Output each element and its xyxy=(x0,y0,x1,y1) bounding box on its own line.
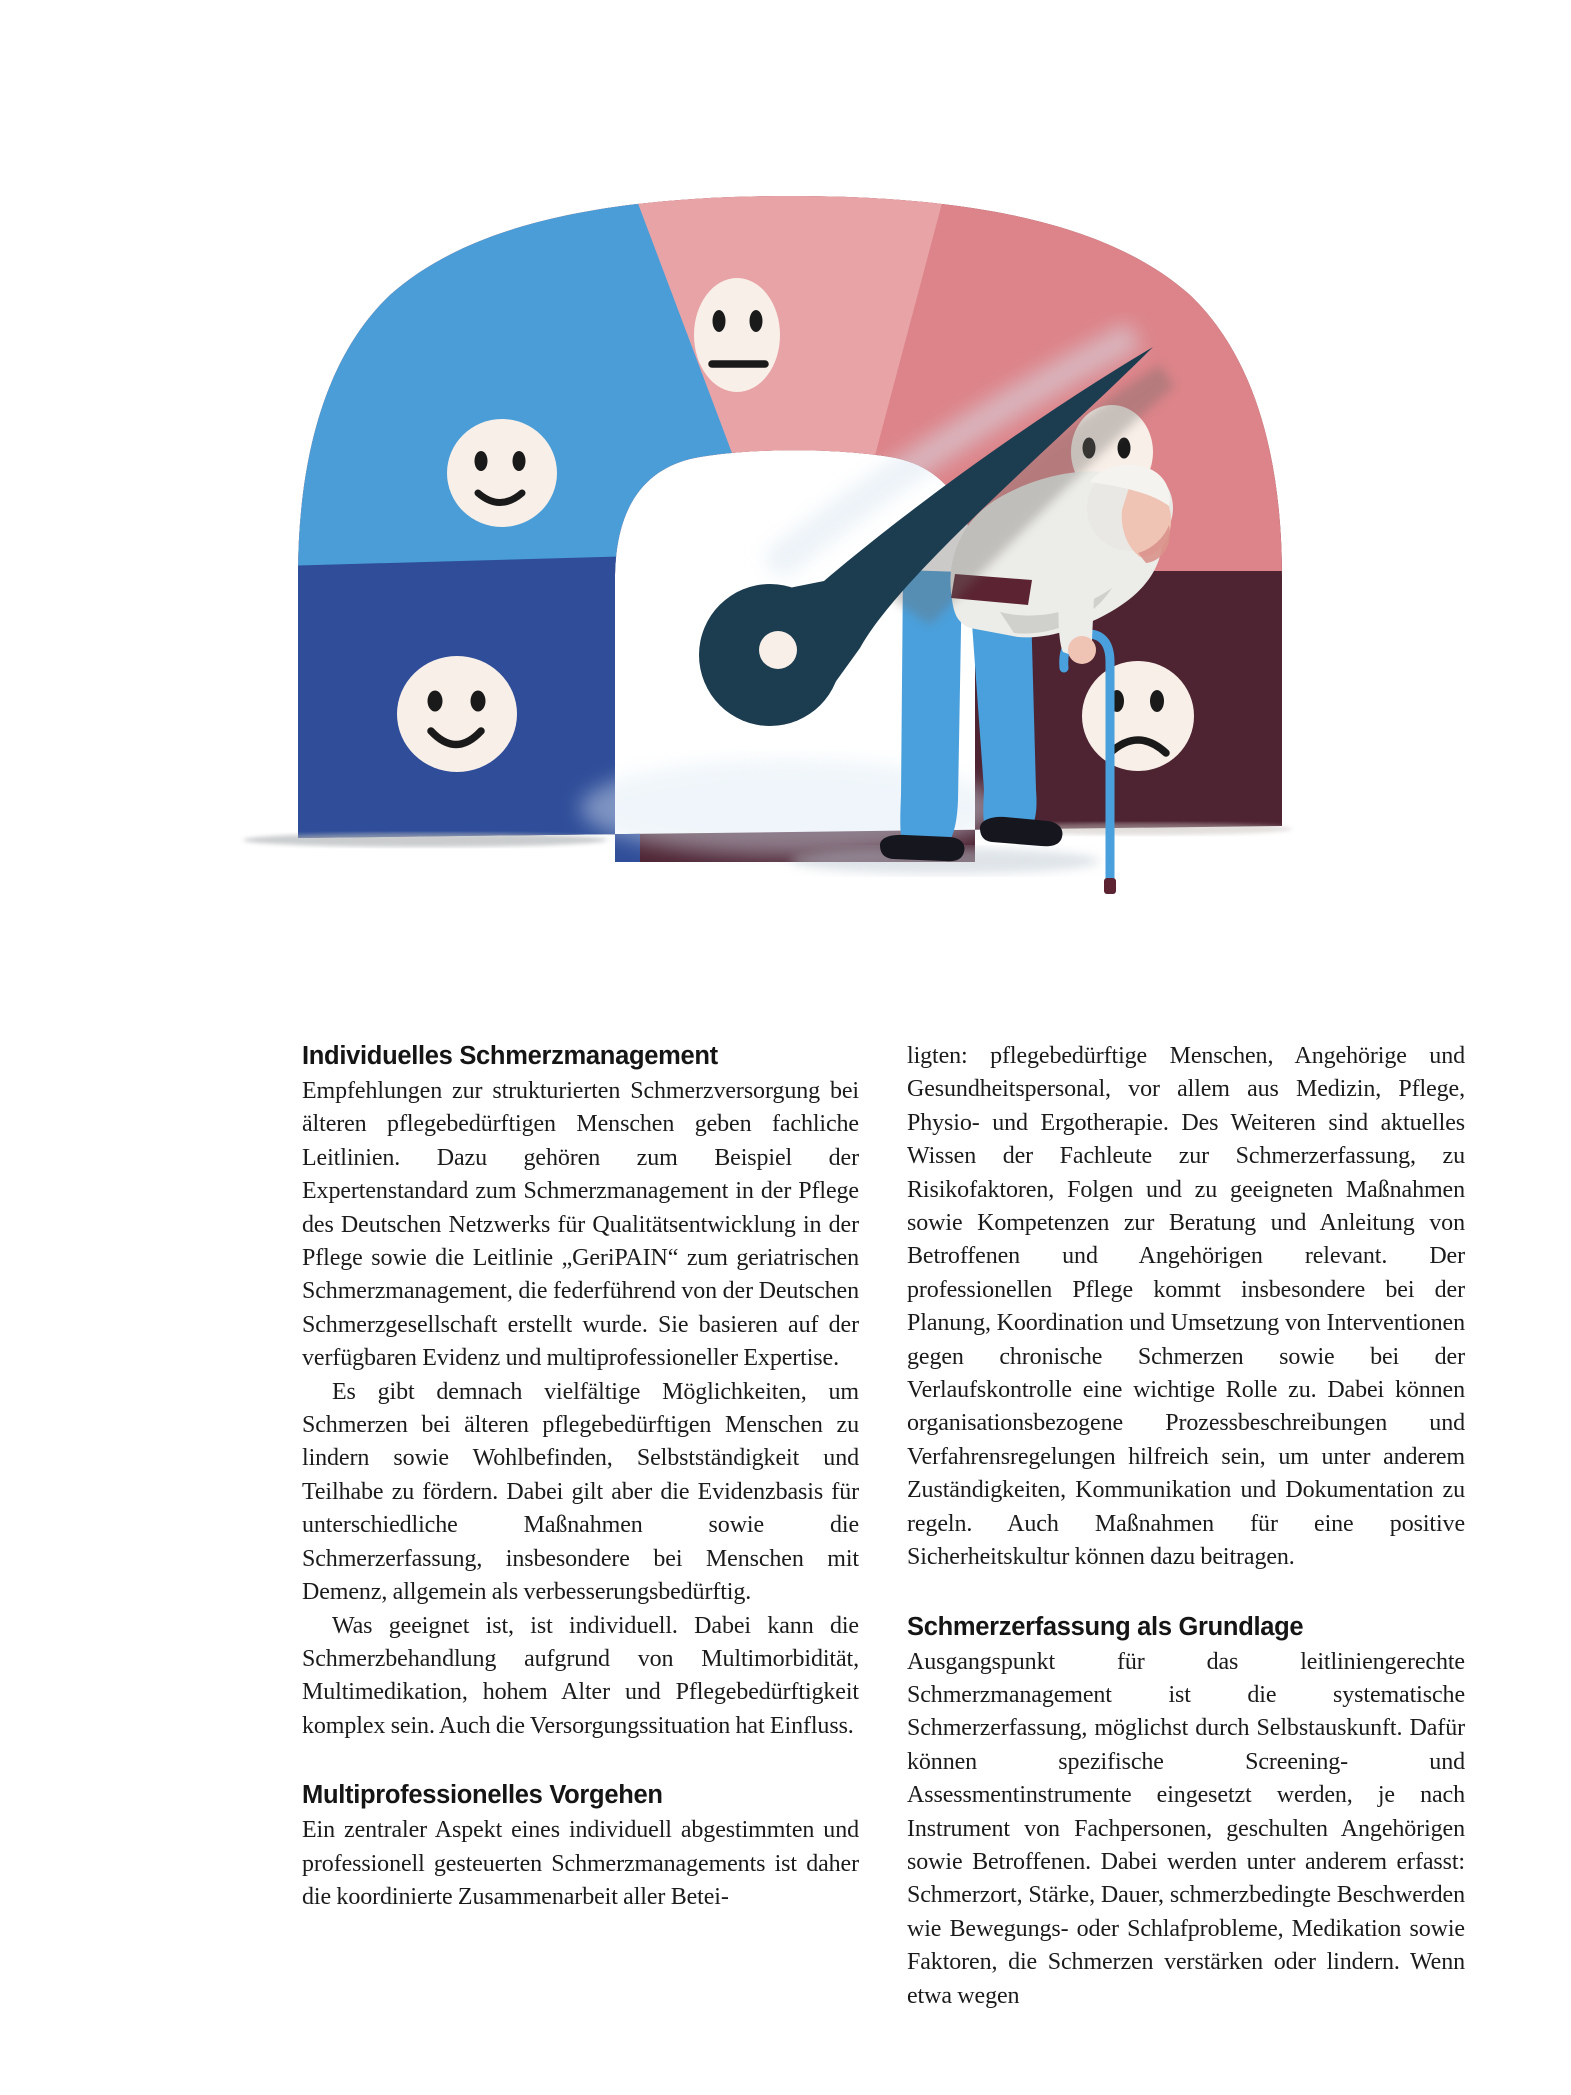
paragraph: Was geeignet ist, ist individuell. Dabei kann die Schmerzbehandlung aufgrund von Multimorbidität, Multimedikation, hohem Alter und Pflegebedürftigkeit komplex sein. Auch die Versorgungssituation hat Einfluss. xyxy=(302,1612,859,1739)
face-disc xyxy=(694,278,780,392)
pain-scale-illustration xyxy=(0,0,1571,950)
eye-icon xyxy=(471,691,486,712)
needle-hub-dot xyxy=(759,631,797,669)
eye-icon xyxy=(513,451,526,471)
column-left xyxy=(302,1040,859,1914)
eye-icon xyxy=(1118,438,1131,459)
eye-icon xyxy=(1150,690,1164,712)
heading-schmerzerfassung-als-grundlage: Schmerzerfassung als Grundlage xyxy=(907,1612,1304,1641)
eye-icon xyxy=(475,451,488,471)
paragraph: Es gibt demnach vielfältige Möglichkeiten, um Schmerzen bei älteren pflegebedürftigen Menschen zu lindern sowie Wohlbefinden, Selbstständigkeit und Teilhabe zu fördern. Dabei gilt aber die Evidenzbasis für unterschiedliche Maßnahmen sowie die Schmerzerfassung, insbesondere bei Menschen mit Demenz, allgemein als verbesserungsbedürftig. xyxy=(302,1378,859,1606)
man-rear-shoe xyxy=(880,835,964,861)
face-very-happy xyxy=(397,656,517,772)
heading-multiprofessionelles-vorgehen: Multiprofessionelles Vorgehen xyxy=(302,1781,663,1810)
face-neutral xyxy=(694,278,780,392)
paragraph: Ein zentraler Aspekt eines individuell abgestimmten und professionell gesteuerten Schmerzmanagements ist daher die koordinierte Zusammenarbeit aller Betei- xyxy=(302,1817,859,1910)
eye-icon xyxy=(713,310,726,332)
paragraph: ligten: pflegebedürftige Menschen, Angehörige und Gesundheitspersonal, vor allem aus Medizin, Pflege, Physio- und Ergotherapie. Des Weiteren sind aktuelles Wissen der Fachleute zur Schmerzerfassung, zu Risikofaktoren, Folgen und zu geeigneten Maßnahmen sowie Kompetenzen zur Beratung und Anleitung von Betroffenen und Angehörigen relevant. Der professionellen Pflege kommt insbesondere bei der Planung, Koordination und Umsetzung von Interventionen gegen chronische Schmerzen sowie bei der Verlaufskontrolle eine wichtige Rolle zu. Dabei können organisationsbezogene Prozessbeschreibungen und Verfahrensregelungen hilfreich sein, um unter anderem Zuständigkeiten, Kommunikation und Dokumentation zu regeln. Auch Maßnahmen für eine positive Sicherheitskultur können dazu beitragen. xyxy=(907,1043,1465,1571)
face-disc xyxy=(447,419,557,527)
man-hand xyxy=(1068,636,1096,664)
face-disc xyxy=(397,656,517,772)
paragraph: Ausgangspunkt für das leitliniengerechte Schmerzmanagement ist die systematische Schmerzerfassung, möglichst durch Selbstauskunft. Dafür können spezifische Screening- und Assessmentinstrumente eingesetzt werden, je nach Instrument von Fachpersonen, geschulten Angehörigen sowie Betroffenen. Dabei werden unter anderem erfasst: Schmerzort, Stärke, Dauer, schmerzbedingte Beschwerden wie Bewegungs- oder Schlafprobleme, Medikation sowie Faktoren, die Schmerzen verstärken oder lindern. Wenn etwa wegen xyxy=(907,1648,1465,2009)
face-disc xyxy=(1082,661,1194,771)
heading-individuelles-schmerzmanagement: Individuelles Schmerzmanagement xyxy=(302,1042,718,1070)
eye-icon xyxy=(750,310,763,332)
gauge-arch xyxy=(250,60,1340,880)
eye-icon xyxy=(428,691,443,712)
face-sad xyxy=(1082,661,1194,771)
cane-tip xyxy=(1104,878,1116,894)
column-right xyxy=(907,1040,1465,2013)
arch-left-shadow xyxy=(243,833,607,847)
face-happy xyxy=(447,419,557,527)
paragraph: Empfehlungen zur strukturierten Schmerzversorgung bei älteren pflegebedürftigen Menschen geben fachliche Leitlinien. Dazu gehören zum Beispiel der Expertenstandard zum Schmerzmanagement in der Pflege des Deutschen Netzwerks für Qualitätsentwicklung in der Pflege sowie die Leitlinie „GeriPAIN“ zum geriatrischen Schmerzmanagement, die federführend von der Deutschen Schmerzgesellschaft erstellt wurde. Sie basieren auf der verfügbaren Evidenz und multiprofessioneller Expertise. xyxy=(302,1078,859,1372)
